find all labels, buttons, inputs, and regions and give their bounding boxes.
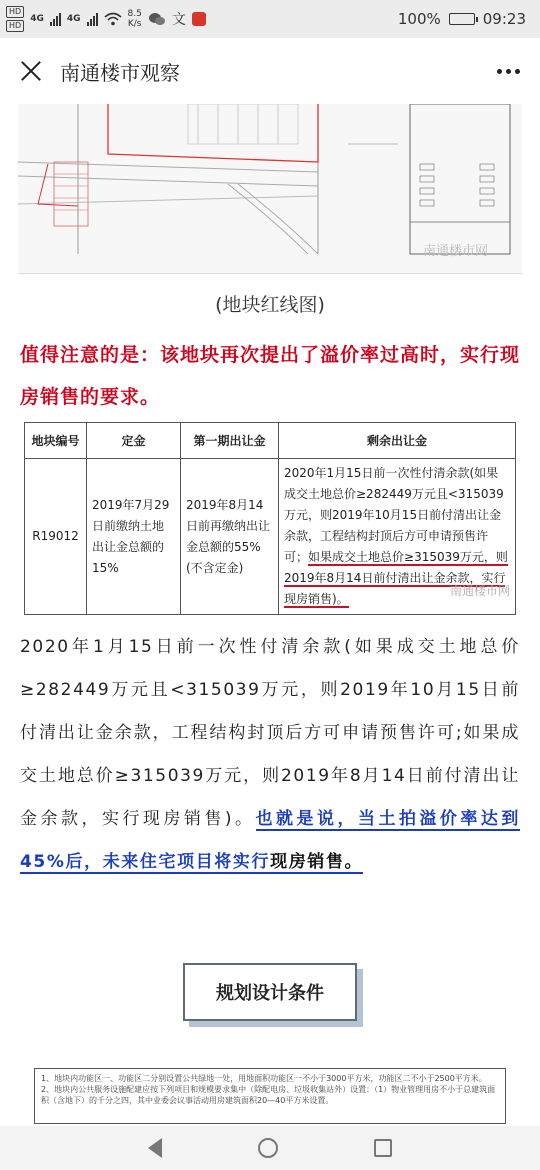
header-plot-id: 地块编号	[25, 423, 87, 459]
header-first-payment: 第一期出让金	[181, 423, 279, 459]
wifi-icon	[104, 12, 122, 26]
app-notification-icon	[192, 12, 206, 26]
battery-percent: 100%	[397, 10, 441, 28]
land-plot-map	[18, 104, 522, 274]
network-speed	[128, 9, 142, 29]
hd-badge-2: HD	[6, 20, 24, 32]
signal-icon-1	[50, 12, 61, 26]
cell-first-payment: 2019年8月14日前再缴纳出让金总额的55%(不含定金)	[181, 459, 279, 615]
speed-unit: K/s	[127, 19, 142, 29]
section-heading-button: 规划设计条件	[183, 963, 357, 1021]
cell-plot-id: R19012	[25, 459, 87, 615]
payment-table-image	[24, 422, 516, 615]
status-left	[6, 6, 206, 32]
back-icon[interactable]	[148, 1138, 162, 1158]
header-deposit: 定金	[87, 423, 181, 459]
map-watermark: 南通楼市网	[422, 244, 488, 259]
status-bar	[0, 0, 540, 38]
speed-value: 8.5	[127, 9, 142, 19]
signal-icon-2	[87, 12, 98, 26]
payment-table	[24, 422, 516, 615]
remaining-text-2: 如果成交土地总价≥315039万元，则2019年8月14日前付清出让金余款，实行现房销售)。	[284, 550, 508, 606]
warning-paragraph: 值得注意的是：该地块再次提出了溢价率过高时，实行现房销售的要求。	[20, 344, 521, 408]
header-remaining: 剩余出让金	[279, 423, 516, 459]
hd-indicators	[6, 6, 24, 32]
network-type-1: 4G	[30, 14, 44, 24]
close-icon[interactable]	[20, 60, 42, 82]
table-watermark: 南通楼市网	[449, 584, 510, 598]
table-row	[25, 459, 516, 615]
cell-deposit: 2019年7月29日前缴纳土地出让金总额的15%	[87, 459, 181, 615]
battery-icon	[449, 13, 475, 25]
network-type-2: 4G	[66, 14, 81, 24]
status-right	[398, 10, 526, 28]
clock: 09:23	[482, 10, 526, 28]
page-title: 南通楼市观察	[60, 60, 180, 85]
home-icon[interactable]	[258, 1138, 278, 1158]
doc-line-2: 2、地块内公共服务设施配建应按下列项目和规模要求集中（除配电房、垃圾收集站外）设置：（1）物业管理用房不小于总建筑面积（含地下）的千分之四，其中业委会议事活动用房建筑面积20—40平方米设置。	[41, 1085, 496, 1105]
map-caption: (地块红线图)	[215, 294, 325, 316]
body-paragraph	[20, 626, 520, 884]
wechat-icon	[148, 12, 166, 26]
title-bar	[0, 38, 540, 104]
recent-apps-icon[interactable]	[374, 1139, 392, 1157]
hd-badge-1: HD	[6, 6, 24, 18]
doc-line-1: 1、地块内功能区一、功能区二分别设置公共绿地一处，用地面积功能区一不小于3000平方米，功能区二不小于2500平方米。	[41, 1074, 487, 1083]
body-highlight-text: 也就是说，当土拍溢价率达到45%后，未来住宅项目将实行	[20, 809, 520, 872]
planning-document-image	[34, 1068, 506, 1124]
body-main-text: 2020年1月15日前一次性付清余款(如果成交土地总价≥282449万元且<315039万元，则2019年10月15日前付清出让金余款，工程结构封顶后方可申请预售许可;如果成交土地总价≥315039万元，则2019年8月14日前付清出让金余款，实行现房销售)。	[20, 637, 520, 829]
body-emphasis-text: 现房销售。	[270, 852, 364, 872]
notification-text-icon: 文	[171, 12, 186, 28]
more-options-icon[interactable]	[497, 69, 520, 74]
remaining-text-1: 2020年1月15日前一次性付清余款(如果成交土地总价≥282449万元且<315039万元，则2019年10月15日前付清出让金余款，工程结构封顶后方可申请预售许可；	[284, 466, 504, 564]
table-header-row	[25, 423, 516, 459]
navigation-bar	[0, 1126, 540, 1170]
